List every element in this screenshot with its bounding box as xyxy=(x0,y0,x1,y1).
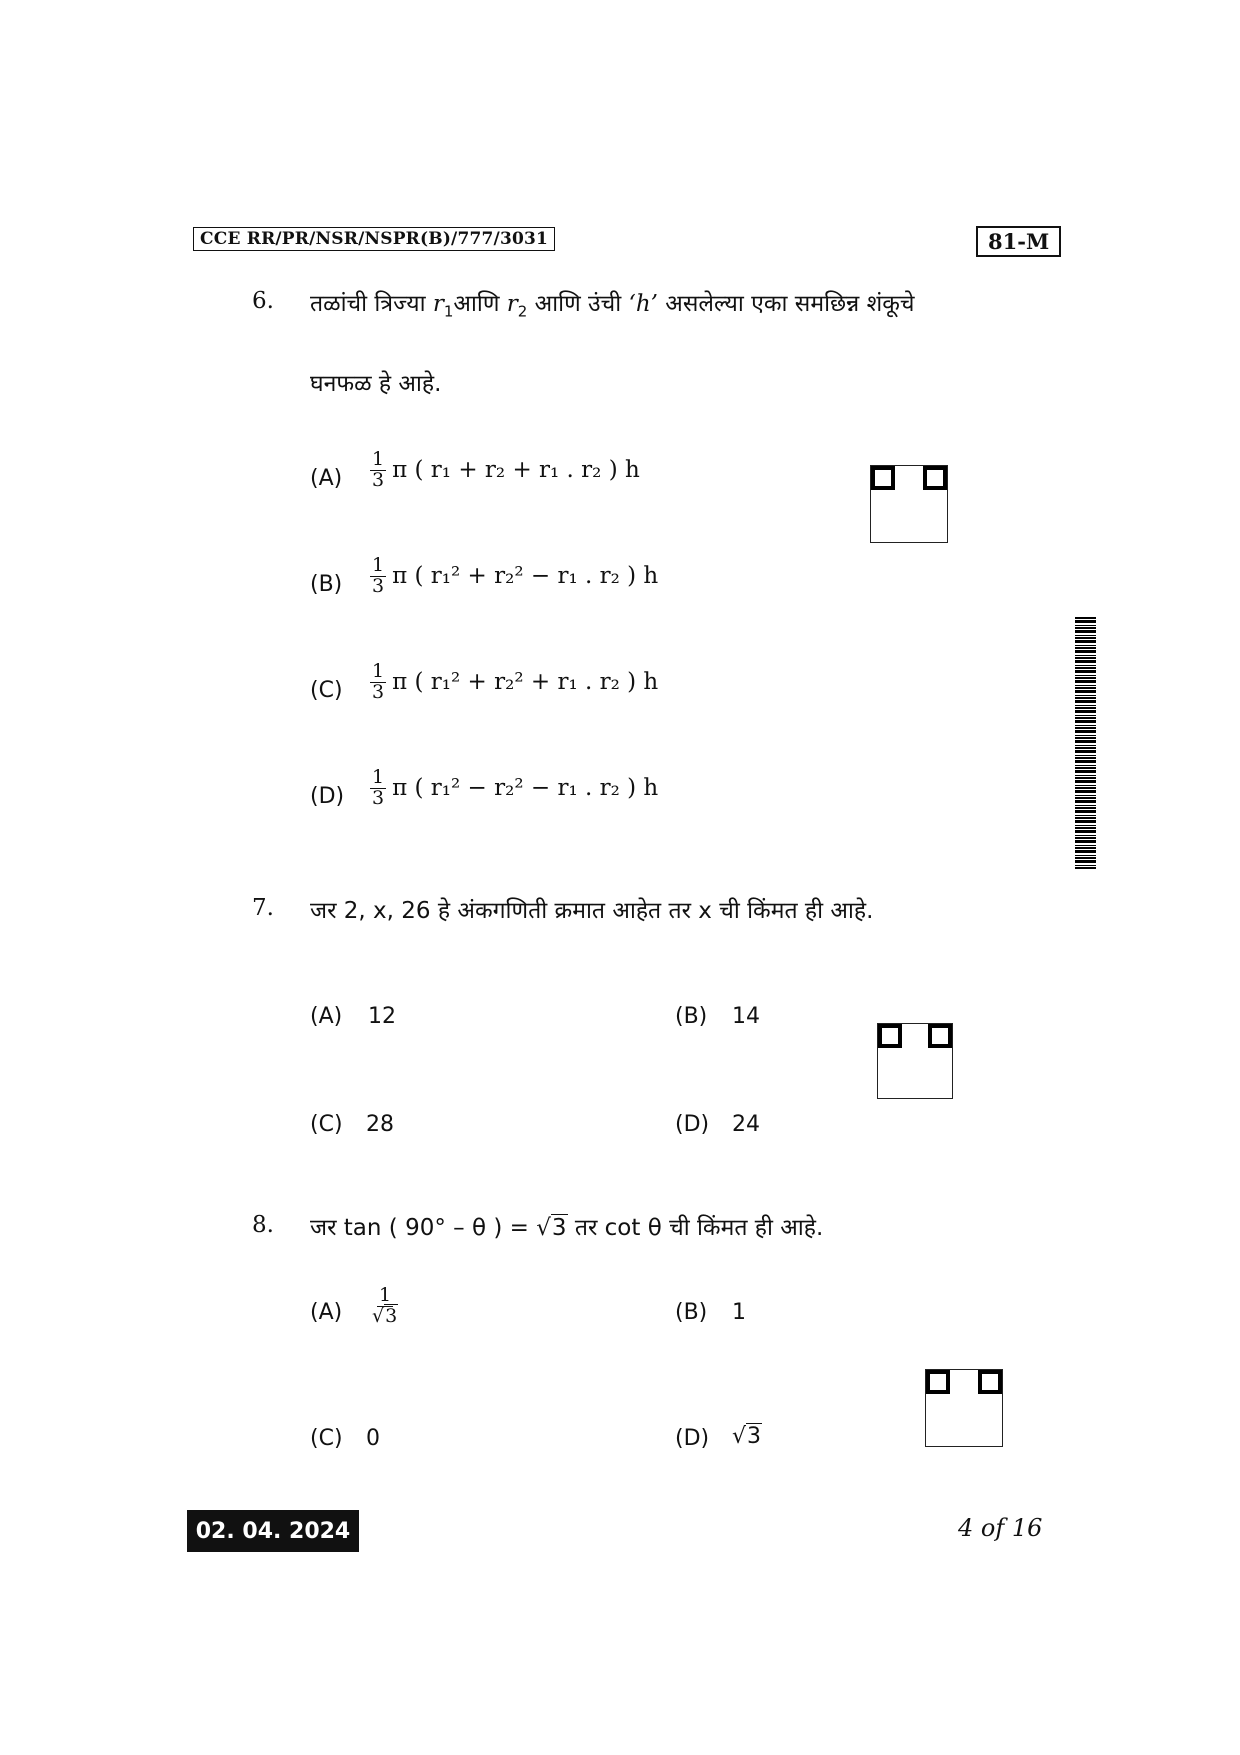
barcode xyxy=(1075,617,1096,869)
exam-date: 02. 04. 2024 xyxy=(187,1510,359,1552)
q8-option-b-label: (B) xyxy=(675,1300,708,1325)
q6-option-a-expr: π ( r₁ + r₂ + r₁ . r₂ ) h xyxy=(392,457,640,484)
q6-r2: r xyxy=(506,291,518,317)
q6-option-c xyxy=(370,662,658,703)
q8-option-a-den-radicand: 3 xyxy=(385,1304,398,1327)
qr-code-q6 xyxy=(870,465,948,543)
q8-option-d-radicand: 3 xyxy=(747,1424,762,1449)
q6-text-line2: घनफळ हे आहे. xyxy=(310,371,442,397)
q6-text-part1: तळांची त्रिज्या xyxy=(310,291,426,317)
q6-option-b-num: 1 xyxy=(372,554,385,576)
q8-text xyxy=(310,1210,823,1242)
q6-option-d-fraction xyxy=(370,768,386,809)
q7-option-a-value: 12 xyxy=(368,1004,396,1029)
q8-number: 8. xyxy=(252,1212,274,1238)
q6-option-c-expr: π ( r₁² + r₂² + r₁ . r₂ ) h xyxy=(392,669,659,696)
qr-code-q8 xyxy=(925,1369,1003,1447)
q6-option-a-den: 3 xyxy=(372,468,385,491)
q7-option-c-label: (C) xyxy=(310,1112,343,1137)
q6-option-d xyxy=(370,768,658,809)
q6-h: ‘h’ xyxy=(628,291,658,317)
q6-option-c-fraction xyxy=(370,662,386,703)
q7-option-b-label: (B) xyxy=(675,1004,708,1029)
q8-option-a xyxy=(370,1286,406,1327)
paper-number-badge: 81-M xyxy=(976,226,1061,257)
page-number: 4 of 16 xyxy=(958,1514,1043,1542)
q6-option-b-den: 3 xyxy=(372,574,385,597)
qr-code-q7 xyxy=(877,1023,953,1099)
q6-option-d-num: 1 xyxy=(372,766,385,788)
q8-sqrt: √3 xyxy=(536,1215,567,1241)
q7-text: जर 2, x, 26 हे अंकगणिती क्रमात आहेत तर x ची किंमत ही आहे. xyxy=(310,898,874,924)
q6-text-line1 xyxy=(310,286,1050,321)
q6-option-d-den: 3 xyxy=(372,786,385,809)
q6-option-b-expr: π ( r₁² + r₂² − r₁ . r₂ ) h xyxy=(392,563,659,590)
q8-option-a-label: (A) xyxy=(310,1300,343,1325)
q6-option-a-label: (A) xyxy=(310,466,343,491)
q6-option-b xyxy=(370,556,658,597)
q8-option-a-num: 1 xyxy=(379,1284,392,1306)
q6-r2-sub: 2 xyxy=(517,302,528,321)
q6-option-b-fraction xyxy=(370,556,386,597)
q6-option-d-expr: π ( r₁² − r₂² − r₁ . r₂ ) h xyxy=(392,775,659,802)
q6-option-a xyxy=(370,450,640,491)
q6-option-a-fraction xyxy=(370,450,386,491)
q7-number: 7. xyxy=(252,895,274,921)
q7-option-d-value: 24 xyxy=(732,1112,760,1137)
q6-option-c-num: 1 xyxy=(372,660,385,682)
q7-option-a-label: (A) xyxy=(310,1004,343,1029)
q6-option-c-den: 3 xyxy=(372,680,385,703)
q7-option-b-value: 14 xyxy=(732,1004,760,1029)
q7-option-c-value: 28 xyxy=(366,1112,394,1137)
q8-sqrt-radicand: 3 xyxy=(551,1215,567,1241)
q6-option-a-num: 1 xyxy=(372,448,385,470)
q7-option-d-label: (D) xyxy=(675,1112,710,1137)
q8-option-b-value: 1 xyxy=(732,1300,746,1325)
q6-option-c-label: (C) xyxy=(310,678,343,703)
q8-option-d-label: (D) xyxy=(675,1426,710,1451)
q8-option-c-label: (C) xyxy=(310,1426,343,1451)
paper-code: CCE RR/PR/NSR/NSPR(B)/777/3031 xyxy=(193,227,555,251)
q8-option-a-fraction xyxy=(370,1286,400,1327)
q8-option-c-value: 0 xyxy=(366,1426,380,1451)
q8-option-a-den: √3 xyxy=(372,1304,398,1327)
q6-text-part3: असलेल्या एका समछिन्न शंकूचे xyxy=(665,291,915,317)
q6-number: 6. xyxy=(252,288,274,314)
q6-and1: आणि xyxy=(453,291,500,317)
q8-text-part1: जर tan ( 90° – θ ) = xyxy=(310,1215,529,1241)
q6-option-b-label: (B) xyxy=(310,572,343,597)
q8-option-d-value: √3 xyxy=(732,1424,762,1449)
q6-r1: r xyxy=(432,291,444,317)
q8-text-part2: तर cot θ ची किंमत ही आहे. xyxy=(574,1215,824,1241)
q6-text-part2: आणि उंची xyxy=(534,291,622,317)
q6-r1-sub: 1 xyxy=(443,302,454,321)
q6-option-d-label: (D) xyxy=(310,784,345,809)
